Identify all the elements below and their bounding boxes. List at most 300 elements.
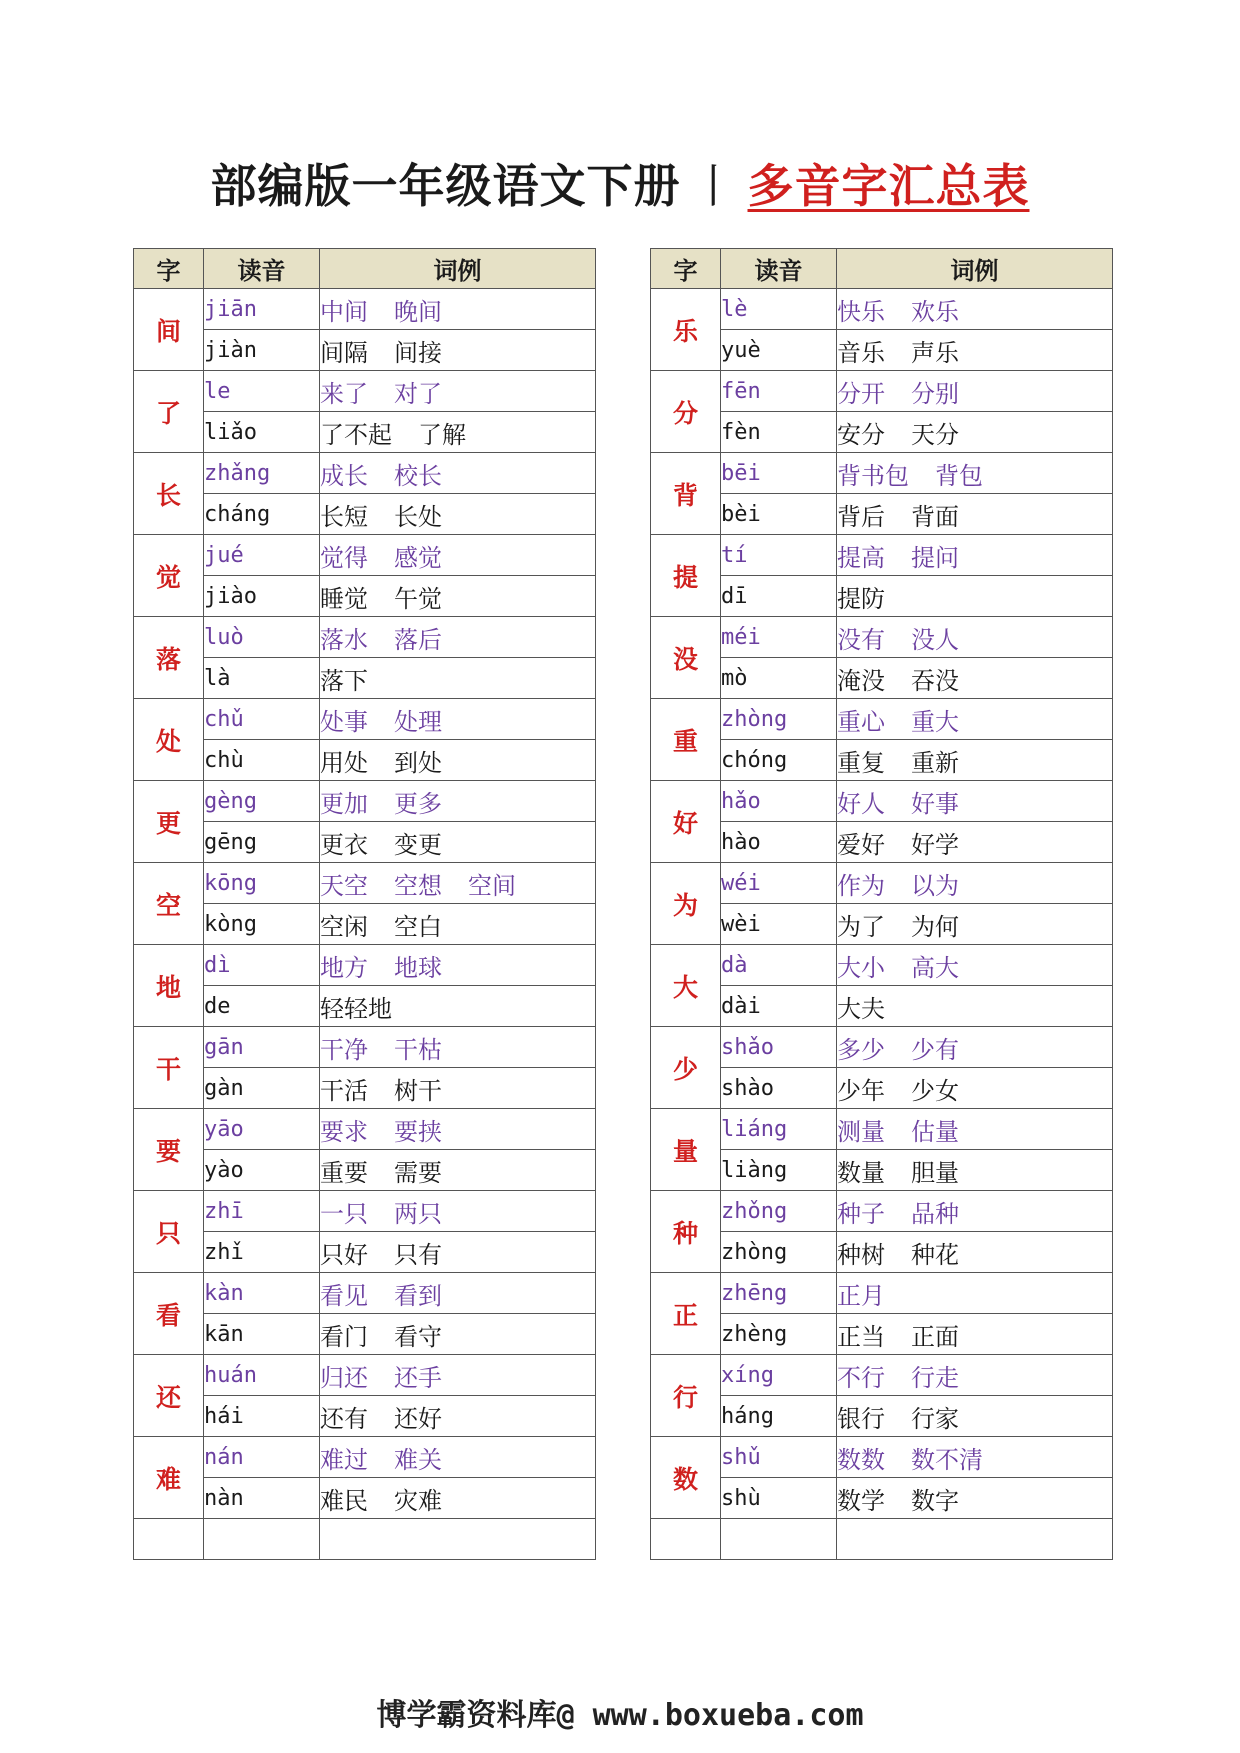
example-word: 觉得 (320, 543, 368, 572)
table-row (134, 699, 596, 740)
example-word: 校长 (394, 461, 442, 490)
table-row (134, 1068, 596, 1109)
pinyin-cell: le (204, 371, 320, 412)
example-word: 欢乐 (911, 297, 959, 326)
example-word: 胆量 (911, 1158, 959, 1187)
header-char: 字 (134, 249, 204, 289)
pinyin-cell: chù (204, 740, 320, 781)
table-row (651, 1437, 1113, 1478)
examples-cell (320, 330, 596, 371)
example-word: 行走 (911, 1363, 959, 1392)
char-cell: 间 (134, 289, 204, 371)
table-row (134, 1191, 596, 1232)
char-cell: 行 (651, 1355, 721, 1437)
examples-cell (837, 1068, 1113, 1109)
examples-cell (837, 1355, 1113, 1396)
table-row (134, 781, 596, 822)
example-word: 睡觉 (320, 584, 368, 613)
char-cell: 觉 (134, 535, 204, 617)
example-word: 间隔 (320, 338, 368, 367)
examples-cell (320, 1191, 596, 1232)
example-word: 少年 (837, 1076, 885, 1105)
example-word: 为了 (837, 912, 885, 941)
examples-cell (837, 617, 1113, 658)
header-char: 字 (651, 249, 721, 289)
example-word: 到处 (394, 748, 442, 777)
example-word: 要求 (320, 1117, 368, 1146)
empty-row (134, 1519, 596, 1560)
example-word: 数数 (837, 1445, 885, 1474)
pinyin-cell: gàn (204, 1068, 320, 1109)
examples-cell (837, 658, 1113, 699)
char-cell: 地 (134, 945, 204, 1027)
pinyin-cell: de (204, 986, 320, 1027)
pinyin-cell: hǎo (721, 781, 837, 822)
examples-cell (837, 453, 1113, 494)
pinyin-cell: huán (204, 1355, 320, 1396)
table-row (134, 494, 596, 535)
example-word: 归还 (320, 1363, 368, 1392)
example-word: 品种 (911, 1199, 959, 1228)
pinyin-cell: yào (204, 1150, 320, 1191)
char-cell: 还 (134, 1355, 204, 1437)
header-examples: 词例 (837, 249, 1113, 289)
table-row (651, 699, 1113, 740)
examples-cell (837, 740, 1113, 781)
example-word: 了不起 (320, 420, 392, 449)
examples-cell (320, 289, 596, 330)
table-row (651, 863, 1113, 904)
examples-cell (320, 1232, 596, 1273)
example-word: 难过 (320, 1445, 368, 1474)
example-word: 正月 (837, 1281, 885, 1310)
table-row (651, 781, 1113, 822)
example-word: 重新 (911, 748, 959, 777)
table-row (651, 945, 1113, 986)
example-word: 还手 (394, 1363, 442, 1392)
table-row (651, 1232, 1113, 1273)
examples-cell (320, 1396, 596, 1437)
pinyin-cell: kān (204, 1314, 320, 1355)
example-word: 种树 (837, 1240, 885, 1269)
example-word: 只有 (394, 1240, 442, 1269)
char-cell: 数 (651, 1437, 721, 1519)
pinyin-cell: jué (204, 535, 320, 576)
examples-cell (837, 535, 1113, 576)
table-row (651, 1109, 1113, 1150)
example-word: 落水 (320, 625, 368, 654)
examples-cell (837, 781, 1113, 822)
examples-cell (837, 576, 1113, 617)
table-row (134, 863, 596, 904)
table-row (651, 1191, 1113, 1232)
table-row (134, 412, 596, 453)
example-word: 干枯 (394, 1035, 442, 1064)
example-word: 重大 (911, 707, 959, 736)
right-table-body (651, 289, 1113, 1560)
examples-cell (320, 945, 596, 986)
examples-cell (837, 1273, 1113, 1314)
example-word: 好学 (911, 830, 959, 859)
example-word: 感觉 (394, 543, 442, 572)
char-cell: 看 (134, 1273, 204, 1355)
table-row (651, 904, 1113, 945)
example-word: 爱好 (837, 830, 885, 859)
pinyin-cell: jiān (204, 289, 320, 330)
example-word: 长处 (394, 502, 442, 531)
examples-cell (837, 1478, 1113, 1519)
char-cell: 只 (134, 1191, 204, 1273)
pinyin-cell: zhèng (721, 1314, 837, 1355)
table-row (651, 535, 1113, 576)
char-cell: 长 (134, 453, 204, 535)
examples-cell (837, 412, 1113, 453)
char-cell: 干 (134, 1027, 204, 1109)
example-word: 多少 (837, 1035, 885, 1064)
example-word: 天空 (320, 871, 368, 900)
header-pinyin: 读音 (204, 249, 320, 289)
example-word: 背书包 (837, 461, 909, 490)
example-word: 分别 (911, 379, 959, 408)
examples-cell (320, 535, 596, 576)
table-row (134, 371, 596, 412)
pinyin-cell: méi (721, 617, 837, 658)
char-cell: 提 (651, 535, 721, 617)
example-word: 提问 (911, 543, 959, 572)
pinyin-cell: shù (721, 1478, 837, 1519)
pinyin-cell: cháng (204, 494, 320, 535)
pinyin-cell: mò (721, 658, 837, 699)
examples-cell (320, 371, 596, 412)
pinyin-cell: kòng (204, 904, 320, 945)
example-word: 轻轻地 (320, 994, 392, 1023)
example-word: 提高 (837, 543, 885, 572)
pinyin-cell: chǔ (204, 699, 320, 740)
example-word: 还好 (394, 1404, 442, 1433)
example-word: 变更 (394, 830, 442, 859)
example-word: 大夫 (837, 994, 885, 1023)
example-word: 吞没 (911, 666, 959, 695)
table-row (134, 904, 596, 945)
example-word: 来了 (320, 379, 368, 408)
table-row (134, 1027, 596, 1068)
example-word: 重复 (837, 748, 885, 777)
examples-cell (837, 904, 1113, 945)
example-word: 只好 (320, 1240, 368, 1269)
char-cell: 要 (134, 1109, 204, 1191)
empty-cell (721, 1519, 837, 1560)
example-word: 不行 (837, 1363, 885, 1392)
table-row (651, 1478, 1113, 1519)
table-row (134, 822, 596, 863)
table-row (134, 1437, 596, 1478)
table-row (651, 658, 1113, 699)
char-cell: 了 (134, 371, 204, 453)
pinyin-cell: liáng (721, 1109, 837, 1150)
table-row (134, 986, 596, 1027)
example-word: 看见 (320, 1281, 368, 1310)
example-word: 中间 (320, 297, 368, 326)
example-word: 安分 (837, 420, 885, 449)
char-cell: 更 (134, 781, 204, 863)
char-cell: 难 (134, 1437, 204, 1519)
examples-cell (837, 699, 1113, 740)
char-cell: 种 (651, 1191, 721, 1273)
example-word: 成长 (320, 461, 368, 490)
pinyin-cell: dà (721, 945, 837, 986)
pinyin-cell: nàn (204, 1478, 320, 1519)
examples-cell (320, 412, 596, 453)
example-word: 长短 (320, 502, 368, 531)
examples-cell (837, 1437, 1113, 1478)
example-word: 看到 (394, 1281, 442, 1310)
pinyin-cell: liǎo (204, 412, 320, 453)
table-row (134, 453, 596, 494)
examples-cell (837, 1150, 1113, 1191)
example-word: 要挟 (394, 1117, 442, 1146)
pinyin-cell: gān (204, 1027, 320, 1068)
header-pinyin: 读音 (721, 249, 837, 289)
table-row (651, 576, 1113, 617)
examples-cell (320, 494, 596, 535)
table-row (134, 535, 596, 576)
examples-cell (320, 658, 596, 699)
table-row (651, 494, 1113, 535)
example-word: 数学 (837, 1486, 885, 1515)
pinyin-cell: là (204, 658, 320, 699)
example-word: 地球 (394, 953, 442, 982)
pinyin-cell: gèng (204, 781, 320, 822)
example-word: 处事 (320, 707, 368, 736)
pinyin-cell: jiào (204, 576, 320, 617)
table-row (651, 1396, 1113, 1437)
empty-cell (204, 1519, 320, 1560)
pinyin-cell: gēng (204, 822, 320, 863)
examples-cell (320, 986, 596, 1027)
examples-cell (320, 1273, 596, 1314)
examples-cell (320, 617, 596, 658)
example-word: 少有 (911, 1035, 959, 1064)
pinyin-cell: yāo (204, 1109, 320, 1150)
examples-cell (320, 781, 596, 822)
char-cell: 大 (651, 945, 721, 1027)
pinyin-cell: wéi (721, 863, 837, 904)
example-word: 少女 (911, 1076, 959, 1105)
example-word: 处理 (394, 707, 442, 736)
pinyin-cell: liàng (721, 1150, 837, 1191)
example-word: 背面 (911, 502, 959, 531)
example-word: 银行 (837, 1404, 885, 1433)
table-row (134, 1396, 596, 1437)
example-word: 行家 (911, 1404, 959, 1433)
example-word: 大小 (837, 953, 885, 982)
pinyin-cell: tí (721, 535, 837, 576)
pinyin-cell: dì (204, 945, 320, 986)
example-word: 提防 (837, 584, 885, 613)
header-row (651, 249, 1113, 289)
char-cell: 处 (134, 699, 204, 781)
examples-cell (320, 1355, 596, 1396)
example-word: 以为 (911, 871, 959, 900)
table-row (134, 617, 596, 658)
example-word: 空闲 (320, 912, 368, 941)
example-word: 干活 (320, 1076, 368, 1105)
example-word: 高大 (911, 953, 959, 982)
char-cell: 少 (651, 1027, 721, 1109)
example-word: 难民 (320, 1486, 368, 1515)
char-cell: 落 (134, 617, 204, 699)
example-word: 快乐 (837, 297, 885, 326)
example-word: 种子 (837, 1199, 885, 1228)
char-cell: 乐 (651, 289, 721, 371)
example-word: 还有 (320, 1404, 368, 1433)
pinyin-cell: luò (204, 617, 320, 658)
examples-cell (320, 740, 596, 781)
pinyin-cell: shǎo (721, 1027, 837, 1068)
footer-watermark: 博学霸资料库@ www.boxueba.com (376, 1698, 864, 1733)
table-row (134, 1232, 596, 1273)
pinyin-cell: kàn (204, 1273, 320, 1314)
table-row (134, 1273, 596, 1314)
table-row (134, 289, 596, 330)
title-main: 部编版一年级语文下册 (210, 159, 681, 213)
pinyin-cell: bēi (721, 453, 837, 494)
pinyin-cell: dài (721, 986, 837, 1027)
examples-cell (320, 1478, 596, 1519)
example-word: 需要 (394, 1158, 442, 1187)
table-row (651, 412, 1113, 453)
example-word: 数不清 (911, 1445, 983, 1474)
pinyin-cell: jiàn (204, 330, 320, 371)
char-cell: 空 (134, 863, 204, 945)
example-word: 更加 (320, 789, 368, 818)
pinyin-cell: shào (721, 1068, 837, 1109)
example-word: 空间 (468, 871, 516, 900)
examples-cell (837, 863, 1113, 904)
example-word: 天分 (911, 420, 959, 449)
table-row (651, 289, 1113, 330)
examples-cell (837, 1396, 1113, 1437)
title-separator: 丨 (690, 159, 738, 213)
empty-cell (651, 1519, 721, 1560)
pinyin-cell: shǔ (721, 1437, 837, 1478)
example-word: 更衣 (320, 830, 368, 859)
pinyin-cell: lè (721, 289, 837, 330)
example-word: 地方 (320, 953, 368, 982)
table-row (651, 1355, 1113, 1396)
empty-cell (320, 1519, 596, 1560)
pinyin-cell: zhòng (721, 1232, 837, 1273)
header-row (134, 249, 596, 289)
example-word: 对了 (394, 379, 442, 408)
example-word: 没人 (911, 625, 959, 654)
table-row (651, 1273, 1113, 1314)
example-word: 数字 (911, 1486, 959, 1515)
examples-cell (837, 1027, 1113, 1068)
table-row (651, 371, 1113, 412)
table-row (651, 617, 1113, 658)
char-cell: 量 (651, 1109, 721, 1191)
examples-cell (320, 822, 596, 863)
table-row (134, 1314, 596, 1355)
example-word: 更多 (394, 789, 442, 818)
pinyin-cell: nán (204, 1437, 320, 1478)
table-row (651, 453, 1113, 494)
empty-row (651, 1519, 1113, 1560)
table-row (651, 330, 1113, 371)
pinyin-cell: wèi (721, 904, 837, 945)
table-row (134, 740, 596, 781)
examples-cell (320, 1027, 596, 1068)
example-word: 晚间 (394, 297, 442, 326)
example-word: 空想 (394, 871, 442, 900)
pinyin-cell: chóng (721, 740, 837, 781)
example-word: 落后 (394, 625, 442, 654)
pinyin-cell: zhǎng (204, 453, 320, 494)
example-word: 分开 (837, 379, 885, 408)
example-word: 看门 (320, 1322, 368, 1351)
left-table-body (134, 289, 596, 1560)
table-row (134, 1478, 596, 1519)
pinyin-cell: xíng (721, 1355, 837, 1396)
table-row (651, 1150, 1113, 1191)
example-word: 作为 (837, 871, 885, 900)
examples-cell (320, 699, 596, 740)
char-cell: 好 (651, 781, 721, 863)
example-word: 淹没 (837, 666, 885, 695)
pinyin-cell: zhī (204, 1191, 320, 1232)
pinyin-cell: kōng (204, 863, 320, 904)
examples-cell (837, 494, 1113, 535)
example-word: 重要 (320, 1158, 368, 1187)
char-cell: 分 (651, 371, 721, 453)
page-title (0, 150, 1240, 216)
example-word: 正当 (837, 1322, 885, 1351)
example-word: 背包 (935, 461, 983, 490)
pinyin-cell: zhēng (721, 1273, 837, 1314)
right-table (650, 248, 1113, 1560)
table-row (651, 740, 1113, 781)
pinyin-cell: hào (721, 822, 837, 863)
pinyin-cell: fèn (721, 412, 837, 453)
example-word: 种花 (911, 1240, 959, 1269)
char-cell: 为 (651, 863, 721, 945)
example-word: 估量 (911, 1117, 959, 1146)
char-cell: 正 (651, 1273, 721, 1355)
examples-cell (320, 1314, 596, 1355)
header-examples: 词例 (320, 249, 596, 289)
example-word: 落下 (320, 666, 368, 695)
table-row (134, 330, 596, 371)
examples-cell (320, 1150, 596, 1191)
char-cell: 背 (651, 453, 721, 535)
left-table (133, 248, 596, 1560)
examples-cell (320, 453, 596, 494)
example-word: 两只 (394, 1199, 442, 1228)
pinyin-cell: fēn (721, 371, 837, 412)
table-row (651, 1027, 1113, 1068)
examples-cell (837, 1232, 1113, 1273)
example-word: 干净 (320, 1035, 368, 1064)
examples-cell (320, 1437, 596, 1478)
example-word: 间接 (394, 338, 442, 367)
example-word: 树干 (394, 1076, 442, 1105)
table-row (651, 986, 1113, 1027)
pinyin-cell: dī (721, 576, 837, 617)
pinyin-cell: bèi (721, 494, 837, 535)
example-word: 空白 (394, 912, 442, 941)
examples-cell (320, 1109, 596, 1150)
